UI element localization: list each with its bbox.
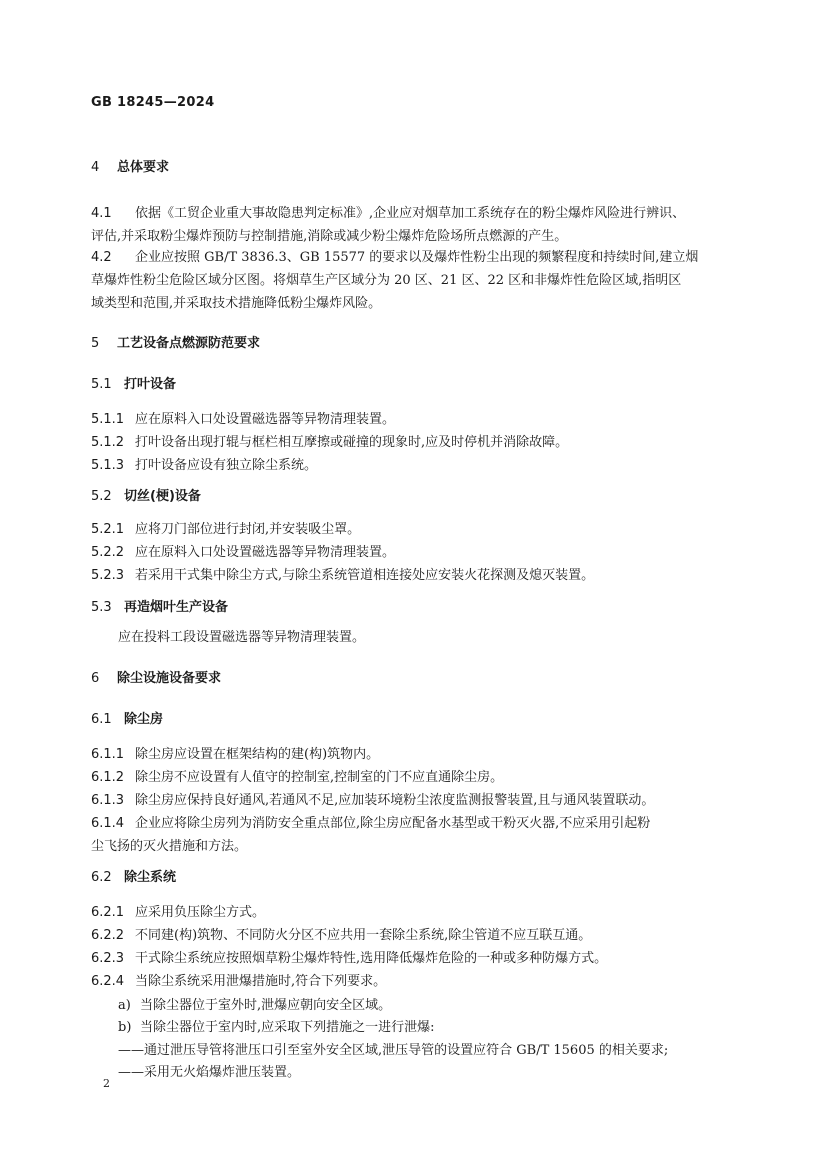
- clause-line: [91, 566, 737, 586]
- clause-text: 干式除尘系统应按照烟草粉尘爆炸特性,选用降低爆炸危险的一种或多种防爆方式。: [135, 951, 608, 966]
- paragraph-line: [91, 628, 764, 648]
- subsection-heading: [91, 487, 737, 507]
- clause-number: 5.2: [91, 489, 112, 504]
- clause-text: 尘飞扬的灭火措施和方法。: [91, 839, 248, 854]
- clause-text: 除尘系统: [124, 870, 177, 885]
- clause-number: 4: [91, 160, 100, 175]
- dash-item: [91, 1041, 764, 1061]
- clause-text: 除尘设施设备要求: [117, 671, 222, 686]
- clause-line: [91, 791, 737, 811]
- subsection-heading: [91, 710, 737, 730]
- clause-text: 除尘房应保持良好通风,若通风不足,应加装环境粉尘浓度监测报警装置,且与通风装置联动。: [135, 793, 655, 808]
- clause-number: b): [118, 1020, 132, 1035]
- subsection-heading: [91, 598, 737, 618]
- clause-line: [91, 972, 737, 992]
- clause-number: 6.1.2: [91, 770, 125, 785]
- clause-number: 5.2.2: [91, 545, 125, 560]
- subsection-heading: [91, 375, 737, 395]
- clause-number: 6.2.3: [91, 951, 125, 966]
- clause-number: 4.2: [91, 250, 112, 265]
- clause-text: 总体要求: [117, 160, 170, 175]
- section-heading: [91, 158, 737, 178]
- clause-line: [91, 433, 737, 453]
- clause-line: [91, 814, 737, 834]
- clause-number: 5.1.2: [91, 435, 125, 450]
- clause-text: 除尘房: [124, 712, 164, 727]
- clause-number: 6.1.1: [91, 747, 125, 762]
- clause-text: 应采用负压除尘方式。: [135, 905, 266, 920]
- continuation-line: [91, 294, 737, 314]
- clause-text: 再造烟叶生产设备: [124, 600, 229, 615]
- clause-number: 5.2.1: [91, 522, 125, 537]
- clause-number: 5.1.3: [91, 458, 125, 473]
- section-heading: [91, 669, 737, 689]
- list-item: [91, 996, 764, 1016]
- clause-text: 切丝(梗)设备: [124, 489, 201, 504]
- clause-text: 评估,并采取粉尘爆炸预防与控制措施,消除或减少粉尘爆炸危险场所点燃源的产生。: [91, 229, 568, 244]
- clause-line: [91, 204, 737, 224]
- clause-text: 企业应按照 GB/T 3836.3、GB 15577 的要求以及爆炸性粉尘出现的频繁程度和持续时间,建立烟: [135, 250, 699, 265]
- clause-text: 不同建(构)筑物、不同防火分区不应共用一套除尘系统,除尘管道不应互联互通。: [135, 928, 592, 943]
- clause-text: 除尘房应设置在框架结构的建(构)筑物内。: [135, 747, 380, 762]
- clause-text: 应在投料工段设置磁选器等异物清理装置。: [118, 630, 366, 645]
- clause-number: 5.1.1: [91, 412, 125, 427]
- clause-text: 当除尘系统采用泄爆措施时,符合下列要求。: [135, 974, 387, 989]
- clause-line: [91, 926, 737, 946]
- clause-line: [91, 456, 737, 476]
- clause-number: 6.1: [91, 712, 112, 727]
- clause-text: 打叶设备应设有独立除尘系统。: [135, 458, 318, 473]
- section-heading: [91, 334, 737, 354]
- dash-item: [91, 1063, 764, 1083]
- clause-text: 企业应将除尘房列为消防安全重点部位,除尘房应配备水基型或干粉灭火器,不应采用引起粉: [135, 816, 651, 831]
- clause-number: a): [118, 998, 131, 1013]
- clause-line: [91, 949, 737, 969]
- clause-text: ——通过泄压导管将泄压口引至室外安全区域,泄压导管的设置应符合 GB/T 15605 的相关要求;: [118, 1043, 669, 1058]
- continuation-line: [91, 837, 737, 857]
- clause-number: 6.2.2: [91, 928, 125, 943]
- continuation-line: [91, 271, 737, 291]
- clause-line: [91, 745, 737, 765]
- clause-number: 5.1: [91, 377, 112, 392]
- clause-text: 域类型和范围,并采取技术措施降低粉尘爆炸风险。: [91, 296, 382, 311]
- clause-line: [91, 768, 737, 788]
- clause-text: 打叶设备: [124, 377, 177, 392]
- clause-line: [91, 248, 737, 268]
- clause-text: 除尘房不应设置有人值守的控制室,控制室的门不应直通除尘房。: [135, 770, 504, 785]
- clause-number: 6.1.4: [91, 816, 125, 831]
- clause-text: 应在原料入口处设置磁选器等异物清理装置。: [135, 545, 396, 560]
- continuation-line: [91, 227, 737, 247]
- clause-text: 若采用干式集中除尘方式,与除尘系统管道相连接处应安装火花探测及熄灭装置。: [135, 568, 595, 583]
- clause-number: 5.2.3: [91, 568, 125, 583]
- clause-number: 6.2.1: [91, 905, 125, 920]
- clause-text: 应将刀门部位进行封闭,并安装吸尘罩。: [135, 522, 361, 537]
- clause-number: 4.1: [91, 206, 112, 221]
- clause-number: 6.2.4: [91, 974, 125, 989]
- standard-number: GB 18245—2024: [91, 95, 215, 110]
- clause-line: [91, 520, 737, 540]
- clause-text: 依据《工贸企业重大事故隐患判定标准》,企业应对烟草加工系统存在的粉尘爆炸风险进行辨识、: [135, 206, 686, 221]
- subsection-heading: [91, 868, 737, 888]
- clause-text: 当除尘器位于室内时,应采取下列措施之一进行泄爆:: [140, 1020, 435, 1035]
- clause-number: 5: [91, 336, 100, 351]
- clause-text: 应在原料入口处设置磁选器等异物清理装置。: [135, 412, 396, 427]
- clause-text: 当除尘器位于室外时,泄爆应朝向安全区域。: [140, 998, 392, 1013]
- clause-line: [91, 410, 737, 430]
- page-number: 2: [103, 1077, 110, 1090]
- clause-number: 6.1.3: [91, 793, 125, 808]
- clause-text: 草爆炸性粉尘危险区域分区图。将烟草生产区域分为 20 区、21 区、22 区和非爆炸性危险区域,指明区: [91, 273, 682, 288]
- clause-number: 6.2: [91, 870, 112, 885]
- clause-number: 6: [91, 671, 100, 686]
- clause-line: [91, 543, 737, 563]
- clause-text: 打叶设备出现打辊与框栏相互摩擦或碰撞的现象时,应及时停机并消除故障。: [135, 435, 569, 450]
- list-item: [91, 1018, 764, 1038]
- clause-text: ——采用无火焰爆炸泄压装置。: [118, 1065, 301, 1080]
- clause-number: 5.3: [91, 600, 112, 615]
- clause-line: [91, 903, 737, 923]
- clause-text: 工艺设备点燃源防范要求: [117, 336, 261, 351]
